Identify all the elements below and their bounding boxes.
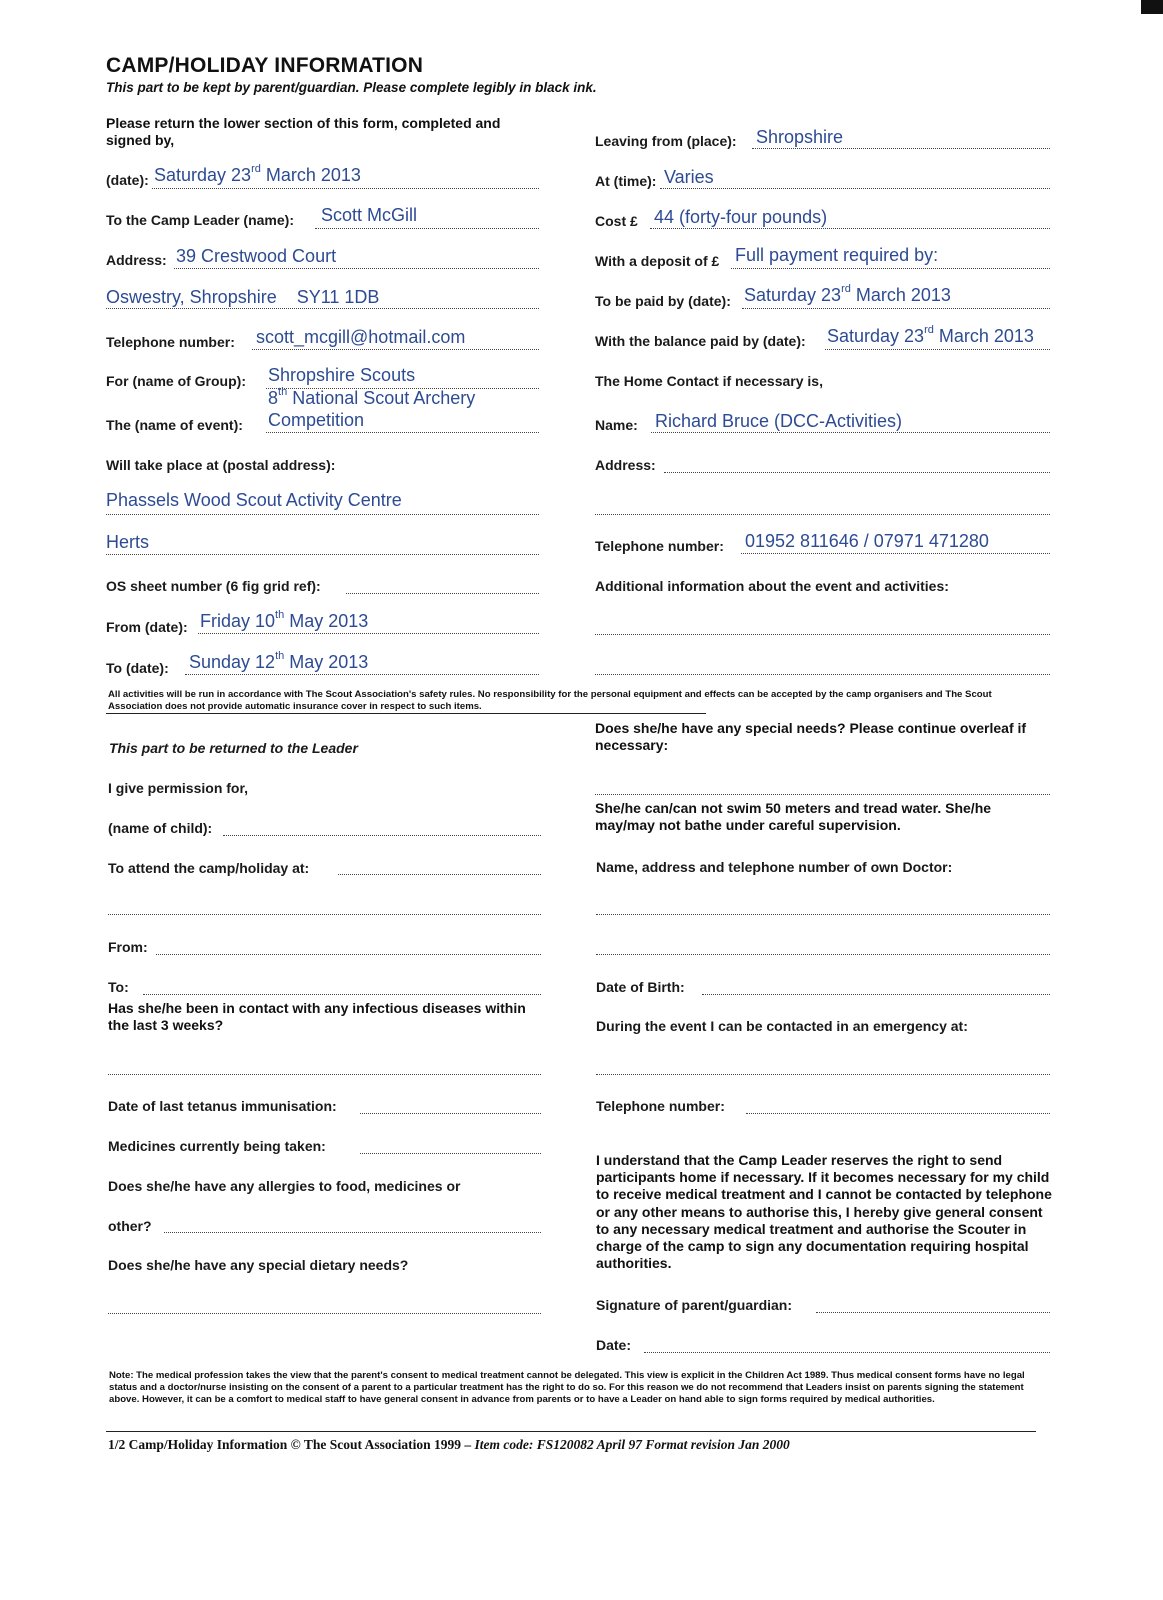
allergies-label: Does she/he have any allergies to food, medicines or [108,1178,461,1194]
leaving-from-label: Leaving from (place): [595,133,737,149]
contact-name-label: Name: [595,417,638,433]
additional-info-label: Additional information about the event and activities: [595,578,949,594]
deposit-value: Full payment required by: [735,245,939,265]
consent-from-label: From: [108,939,148,955]
os-sheet-field[interactable] [346,593,539,594]
time-field[interactable] [660,188,1050,189]
doctor-label: Name, address and telephone number of own Doctor: [596,859,953,875]
tetanus-field[interactable] [360,1113,541,1114]
telephone-field[interactable] [252,349,539,350]
camp-leader-value: Scott McGill [321,205,418,225]
os-sheet-label: OS sheet number (6 fig grid ref): [106,578,321,594]
emergency-contact-label: During the event I can be contacted in an emergency at: [596,1018,968,1034]
return-to-leader-heading: This part to be returned to the Leader [109,740,358,756]
doctor-field-1[interactable] [596,914,1050,915]
deposit-field[interactable] [731,268,1050,269]
contact-name-value: Richard Bruce (DCC-Activities) [655,411,903,431]
page-subtitle: This part to be kept by parent/guardian. Please complete legibly in black ink. [106,80,597,95]
contact-telephone-label: Telephone number: [595,538,724,554]
permission-label: I give permission for, [108,780,249,796]
event-name-field[interactable] [266,432,539,433]
signature-label: Signature of parent/guardian: [596,1297,793,1313]
dietary-needs-label: Does she/he have any special dietary needs? [108,1257,409,1273]
address-line2-field[interactable] [106,308,539,309]
from-date-field[interactable] [198,633,539,634]
paid-by-value: Saturday 23rd March 2013 [744,283,951,305]
deposit-label: With a deposit of £ [595,253,720,269]
telephone-label: Telephone number: [106,334,235,350]
event-name-line1-value: 8th National Scout Archery [268,386,476,408]
footer-copyright: 1/2 Camp/Holiday Information © The Scout Association 1999 – Item code: FS120082 April 97 Format revision Jan 2000 [108,1437,790,1452]
contact-name-field[interactable] [651,432,1050,433]
address-line1-field[interactable] [174,268,539,269]
signature-date-field[interactable] [644,1352,1050,1353]
allergies-other-label: other? [108,1218,152,1234]
attend-camp-field-2[interactable] [108,914,541,915]
emergency-contact-field[interactable] [596,1074,1050,1075]
tetanus-label: Date of last tetanus immunisation: [108,1098,337,1114]
paid-by-label: To be paid by (date): [595,293,731,309]
contact-telephone-field[interactable] [741,553,1050,554]
disclaimer-divider [106,713,706,714]
medicines-label: Medicines currently being taken: [108,1138,326,1154]
balance-value: Saturday 23rd March 2013 [827,324,1034,346]
contact-telephone-value: 01952 811646 / 07971 471280 [745,531,989,551]
balance-label: With the balance paid by (date): [595,333,806,349]
return-date-value: Saturday 23rd March 2013 [154,163,361,185]
emergency-telephone-field[interactable] [746,1113,1050,1114]
contact-address-label: Address: [595,457,656,473]
event-name-value: Competition [268,410,365,430]
telephone-value: scott_mcgill@hotmail.com [256,327,466,347]
address-label: Address: [106,252,167,268]
allergies-field[interactable] [164,1232,541,1233]
infectious-diseases-field[interactable] [108,1074,541,1075]
date-of-birth-field[interactable] [702,994,1050,995]
medicines-field[interactable] [360,1153,541,1154]
to-date-label: To (date): [106,660,169,676]
leaving-from-value: Shropshire [756,127,844,147]
leaving-from-field[interactable] [752,148,1050,149]
special-needs-field[interactable] [595,794,1050,795]
child-name-field[interactable] [223,835,541,836]
date-label: (date): [106,172,149,188]
group-label: For (name of Group): [106,373,246,389]
attend-camp-label: To attend the camp/holiday at: [108,860,310,876]
signature-date-label: Date: [596,1337,632,1353]
contact-address-field-1[interactable] [664,472,1050,473]
consent-statement: I understand that the Camp Leader reserves the right to send participants home if necessary. If it becomes necessary for my child to receive medical treatment and I cannot be contacted by telephone or any other means to authorise this, I hereby give general consent to any necessary medical treatment and authorise the Scouter in charge of the camp to sign any documentation requiring hospital authorities. [596,1152,1052,1272]
special-needs-label: Does she/he have any special needs? Please continue overleaf if necessary: [595,720,1027,754]
page-title: CAMP/HOLIDAY INFORMATION [106,54,424,77]
place-line1-field[interactable] [106,514,539,515]
consent-from-field[interactable] [156,954,541,955]
consent-to-label: To: [108,979,129,995]
cost-label: Cost £ [595,213,638,229]
return-date-field[interactable] [152,188,539,189]
child-name-label: (name of child): [108,820,213,836]
group-value: Shropshire Scouts [268,365,416,385]
camp-leader-label: To the Camp Leader (name): [106,212,294,228]
additional-info-field-2[interactable] [595,674,1050,675]
return-instructions: Please return the lower section of this form, completed and signed by, [106,115,501,149]
emergency-telephone-label: Telephone number: [596,1098,725,1114]
home-contact-label: The Home Contact if necessary is, [595,373,823,389]
doctor-field-2[interactable] [596,954,1050,955]
to-date-value: Sunday 12th May 2013 [189,650,369,672]
from-date-value: Friday 10th May 2013 [200,609,369,631]
place-line2-field[interactable] [106,554,539,555]
balance-field[interactable] [825,349,1050,350]
dietary-needs-field[interactable] [108,1313,541,1314]
cost-value: 44 (forty-four pounds) [654,207,828,227]
additional-info-field-1[interactable] [595,634,1050,635]
to-date-field[interactable] [185,674,539,675]
scan-edge-mark [1141,0,1163,14]
place-label: Will take place at (postal address): [106,457,336,473]
signature-field[interactable] [816,1312,1050,1313]
time-label: At (time): [595,173,657,189]
address-line2-value: Oswestry, Shropshire SY11 1DB [106,287,380,307]
address-line1-value: 39 Crestwood Court [176,246,337,266]
cost-field[interactable] [650,228,1050,229]
from-date-label: From (date): [106,619,188,635]
swimming-statement: She/he can/can not swim 50 meters and tread water. She/he may/may not bathe under careful supervision. [595,800,992,834]
safety-disclaimer: All activities will be run in accordance with The Scout Association's safety rules. No responsibility for the personal equipment and effects can be accepted by the camp organisers and The Scout Association does not provide automatic insurance cover in respect to such items. [108,689,992,712]
event-label: The (name of event): [106,417,243,433]
place-line2-value: Herts [106,532,150,552]
contact-address-field-2[interactable] [595,514,1050,515]
time-value: Varies [664,167,714,187]
medical-consent-note: Note: The medical profession takes the view that the parent's consent to medical treatment cannot be delegated. This view is explicit in the Children Act 1989. Thus medical consent forms have no legal status and a doctor/nurse insisting on the consent of a parent to a particular treatment has the right to do so. For this reason we do not recommend that Leaders insist on parents signing the statement above. However, it can be a comfort to medical staff to have general consent in advance from parents or to have a Leader on hand able to sign forms required by medical authorities. [109,1370,1025,1405]
footer-divider [106,1431,1036,1432]
infectious-diseases-label: Has she/he been in contact with any infectious diseases within the last 3 weeks? [108,1000,526,1034]
paid-by-field[interactable] [742,308,1050,309]
camp-leader-field[interactable] [315,228,539,229]
attend-camp-field-1[interactable] [338,874,541,875]
consent-to-field[interactable] [143,994,541,995]
date-of-birth-label: Date of Birth: [596,979,685,995]
place-line1-value: Phassels Wood Scout Activity Centre [106,490,402,510]
